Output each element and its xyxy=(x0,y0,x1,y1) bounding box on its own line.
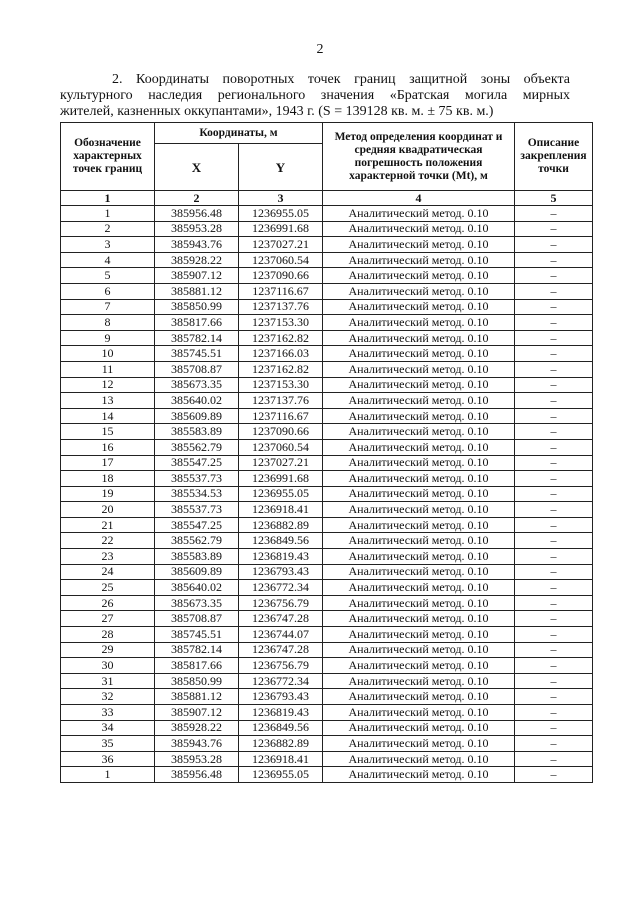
table-row xyxy=(61,533,593,549)
description-cell: – xyxy=(515,471,593,487)
point-number-cell: 23 xyxy=(61,549,155,565)
y-coordinate-cell: 1236793.43 xyxy=(239,689,323,705)
point-number-cell: 5 xyxy=(61,268,155,284)
point-number-cell: 17 xyxy=(61,455,155,471)
y-coordinate-cell: 1237162.82 xyxy=(239,361,323,377)
point-number-cell: 25 xyxy=(61,580,155,596)
header-coordinates: Координаты, м xyxy=(155,123,323,144)
point-number-cell: 26 xyxy=(61,595,155,611)
y-coordinate-cell: 1237027.21 xyxy=(239,237,323,253)
description-cell: – xyxy=(515,517,593,533)
x-coordinate-cell: 385850.99 xyxy=(155,673,239,689)
table-row xyxy=(61,564,593,580)
table-row xyxy=(61,736,593,752)
y-coordinate-cell: 1236793.43 xyxy=(239,564,323,580)
point-number-cell: 6 xyxy=(61,283,155,299)
page-number: 2 xyxy=(316,42,324,57)
y-coordinate-cell: 1236772.34 xyxy=(239,673,323,689)
y-coordinate-cell: 1236849.56 xyxy=(239,533,323,549)
x-coordinate-cell: 385609.89 xyxy=(155,408,239,424)
description-cell: – xyxy=(515,330,593,346)
x-coordinate-cell: 385907.12 xyxy=(155,268,239,284)
y-coordinate-cell: 1237090.66 xyxy=(239,268,323,284)
x-coordinate-cell: 385907.12 xyxy=(155,705,239,721)
table-row xyxy=(61,221,593,237)
y-coordinate-cell: 1236756.79 xyxy=(239,595,323,611)
y-coordinate-cell: 1236918.41 xyxy=(239,751,323,767)
method-cell: Аналитический метод. 0.10 xyxy=(323,268,515,284)
method-cell: Аналитический метод. 0.10 xyxy=(323,393,515,409)
method-cell: Аналитический метод. 0.10 xyxy=(323,252,515,268)
heading-line-3: жителей, казненных оккупантами», 1943 г. (S = 139128 кв. м. ± 75 кв. м.) xyxy=(60,104,494,119)
coordinates-table xyxy=(60,122,593,783)
x-coordinate-cell: 385956.48 xyxy=(155,206,239,222)
description-cell: – xyxy=(515,751,593,767)
x-coordinate-cell: 385817.66 xyxy=(155,315,239,331)
table-row xyxy=(61,720,593,736)
description-cell: – xyxy=(515,705,593,721)
y-coordinate-cell: 1237090.66 xyxy=(239,424,323,440)
method-cell: Аналитический метод. 0.10 xyxy=(323,455,515,471)
x-coordinate-cell: 385708.87 xyxy=(155,361,239,377)
header-method: Метод определения координат и средняя квадратическая погрешность положения характерной точки (Mt), м xyxy=(323,123,515,191)
heading-line-2: культурного наследия регионального значения «Братская могила мирных xyxy=(60,88,570,103)
x-coordinate-cell: 385640.02 xyxy=(155,393,239,409)
column-number: 3 xyxy=(239,191,323,206)
y-coordinate-cell: 1236819.43 xyxy=(239,549,323,565)
column-number: 1 xyxy=(61,191,155,206)
x-coordinate-cell: 385673.35 xyxy=(155,595,239,611)
y-coordinate-cell: 1237153.30 xyxy=(239,377,323,393)
method-cell: Аналитический метод. 0.10 xyxy=(323,471,515,487)
method-cell: Аналитический метод. 0.10 xyxy=(323,549,515,565)
x-coordinate-cell: 385562.79 xyxy=(155,533,239,549)
x-coordinate-cell: 385534.53 xyxy=(155,486,239,502)
point-number-cell: 16 xyxy=(61,439,155,455)
point-number-cell: 34 xyxy=(61,720,155,736)
x-coordinate-cell: 385673.35 xyxy=(155,377,239,393)
point-number-cell: 33 xyxy=(61,705,155,721)
table-row xyxy=(61,471,593,487)
y-coordinate-cell: 1236955.05 xyxy=(239,486,323,502)
table-row xyxy=(61,767,593,783)
x-coordinate-cell: 385708.87 xyxy=(155,611,239,627)
table-row xyxy=(61,673,593,689)
description-cell: – xyxy=(515,486,593,502)
method-cell: Аналитический метод. 0.10 xyxy=(323,486,515,502)
description-cell: – xyxy=(515,673,593,689)
description-cell: – xyxy=(515,315,593,331)
method-cell: Аналитический метод. 0.10 xyxy=(323,611,515,627)
method-cell: Аналитический метод. 0.10 xyxy=(323,346,515,362)
x-coordinate-cell: 385953.28 xyxy=(155,751,239,767)
point-number-cell: 36 xyxy=(61,751,155,767)
header-description: Описание закрепления точки xyxy=(515,123,593,191)
y-coordinate-cell: 1237166.03 xyxy=(239,346,323,362)
y-coordinate-cell: 1237060.54 xyxy=(239,252,323,268)
table-row xyxy=(61,237,593,253)
y-coordinate-cell: 1236955.05 xyxy=(239,206,323,222)
method-cell: Аналитический метод. 0.10 xyxy=(323,595,515,611)
point-number-cell: 11 xyxy=(61,361,155,377)
table-row xyxy=(61,642,593,658)
x-coordinate-cell: 385583.89 xyxy=(155,549,239,565)
y-coordinate-cell: 1237060.54 xyxy=(239,439,323,455)
table-row xyxy=(61,595,593,611)
table-row xyxy=(61,517,593,533)
y-coordinate-cell: 1237116.67 xyxy=(239,283,323,299)
description-cell: – xyxy=(515,611,593,627)
description-cell: – xyxy=(515,720,593,736)
column-number: 5 xyxy=(515,191,593,206)
point-number-cell: 18 xyxy=(61,471,155,487)
method-cell: Аналитический метод. 0.10 xyxy=(323,502,515,518)
method-cell: Аналитический метод. 0.10 xyxy=(323,206,515,222)
table-row xyxy=(61,283,593,299)
point-number-cell: 10 xyxy=(61,346,155,362)
point-number-cell: 12 xyxy=(61,377,155,393)
description-cell: – xyxy=(515,595,593,611)
table-row xyxy=(61,486,593,502)
y-coordinate-cell: 1237116.67 xyxy=(239,408,323,424)
header-x: X xyxy=(155,144,239,191)
table-row xyxy=(61,299,593,315)
method-cell: Аналитический метод. 0.10 xyxy=(323,720,515,736)
x-coordinate-cell: 385956.48 xyxy=(155,767,239,783)
description-cell: – xyxy=(515,206,593,222)
y-coordinate-cell: 1236747.28 xyxy=(239,642,323,658)
x-coordinate-cell: 385928.22 xyxy=(155,720,239,736)
y-coordinate-cell: 1236747.28 xyxy=(239,611,323,627)
point-number-cell: 13 xyxy=(61,393,155,409)
x-coordinate-cell: 385583.89 xyxy=(155,424,239,440)
y-coordinate-cell: 1237027.21 xyxy=(239,455,323,471)
point-number-cell: 28 xyxy=(61,627,155,643)
table-row xyxy=(61,611,593,627)
method-cell: Аналитический метод. 0.10 xyxy=(323,299,515,315)
point-number-cell: 22 xyxy=(61,533,155,549)
x-coordinate-cell: 385850.99 xyxy=(155,299,239,315)
heading-line-1: 2. Координаты поворотных точек границ защитной зоны объекта xyxy=(112,72,570,87)
y-coordinate-cell: 1236955.05 xyxy=(239,767,323,783)
x-coordinate-cell: 385817.66 xyxy=(155,658,239,674)
y-coordinate-cell: 1236756.79 xyxy=(239,658,323,674)
x-coordinate-cell: 385782.14 xyxy=(155,642,239,658)
point-number-cell: 1 xyxy=(61,767,155,783)
table-row xyxy=(61,377,593,393)
description-cell: – xyxy=(515,736,593,752)
description-cell: – xyxy=(515,439,593,455)
x-coordinate-cell: 385943.76 xyxy=(155,736,239,752)
description-cell: – xyxy=(515,502,593,518)
description-cell: – xyxy=(515,642,593,658)
description-cell: – xyxy=(515,564,593,580)
section-heading xyxy=(60,72,570,120)
method-cell: Аналитический метод. 0.10 xyxy=(323,315,515,331)
description-cell: – xyxy=(515,455,593,471)
y-coordinate-cell: 1236849.56 xyxy=(239,720,323,736)
table-row xyxy=(61,346,593,362)
table-row xyxy=(61,330,593,346)
table-row xyxy=(61,315,593,331)
x-coordinate-cell: 385609.89 xyxy=(155,564,239,580)
y-coordinate-cell: 1236819.43 xyxy=(239,705,323,721)
point-number-cell: 31 xyxy=(61,673,155,689)
method-cell: Аналитический метод. 0.10 xyxy=(323,705,515,721)
table-row xyxy=(61,751,593,767)
point-number-cell: 20 xyxy=(61,502,155,518)
description-cell: – xyxy=(515,361,593,377)
description-cell: – xyxy=(515,299,593,315)
method-cell: Аналитический метод. 0.10 xyxy=(323,517,515,533)
x-coordinate-cell: 385547.25 xyxy=(155,517,239,533)
table-body xyxy=(61,206,593,783)
y-coordinate-cell: 1237153.30 xyxy=(239,315,323,331)
description-cell: – xyxy=(515,549,593,565)
table-row xyxy=(61,252,593,268)
method-cell: Аналитический метод. 0.10 xyxy=(323,424,515,440)
x-coordinate-cell: 385562.79 xyxy=(155,439,239,455)
table-row xyxy=(61,206,593,222)
table-row xyxy=(61,502,593,518)
point-number-cell: 2 xyxy=(61,221,155,237)
x-coordinate-cell: 385943.76 xyxy=(155,237,239,253)
x-coordinate-cell: 385537.73 xyxy=(155,502,239,518)
description-cell: – xyxy=(515,221,593,237)
description-cell: – xyxy=(515,393,593,409)
y-coordinate-cell: 1236882.89 xyxy=(239,736,323,752)
method-cell: Аналитический метод. 0.10 xyxy=(323,580,515,596)
point-number-cell: 32 xyxy=(61,689,155,705)
y-coordinate-cell: 1236772.34 xyxy=(239,580,323,596)
method-cell: Аналитический метод. 0.10 xyxy=(323,767,515,783)
point-number-cell: 8 xyxy=(61,315,155,331)
table-row xyxy=(61,580,593,596)
x-coordinate-cell: 385782.14 xyxy=(155,330,239,346)
x-coordinate-cell: 385547.25 xyxy=(155,455,239,471)
table-row xyxy=(61,549,593,565)
point-number-cell: 19 xyxy=(61,486,155,502)
point-number-cell: 9 xyxy=(61,330,155,346)
point-number-cell: 29 xyxy=(61,642,155,658)
method-cell: Аналитический метод. 0.10 xyxy=(323,627,515,643)
method-cell: Аналитический метод. 0.10 xyxy=(323,361,515,377)
table-row xyxy=(61,268,593,284)
point-number-cell: 15 xyxy=(61,424,155,440)
description-cell: – xyxy=(515,377,593,393)
x-coordinate-cell: 385640.02 xyxy=(155,580,239,596)
table-row xyxy=(61,439,593,455)
description-cell: – xyxy=(515,283,593,299)
y-coordinate-cell: 1236918.41 xyxy=(239,502,323,518)
method-cell: Аналитический метод. 0.10 xyxy=(323,439,515,455)
method-cell: Аналитический метод. 0.10 xyxy=(323,408,515,424)
x-coordinate-cell: 385745.51 xyxy=(155,627,239,643)
description-cell: – xyxy=(515,346,593,362)
point-number-cell: 14 xyxy=(61,408,155,424)
x-coordinate-cell: 385745.51 xyxy=(155,346,239,362)
table-row xyxy=(61,705,593,721)
description-cell: – xyxy=(515,580,593,596)
x-coordinate-cell: 385881.12 xyxy=(155,689,239,705)
y-coordinate-cell: 1236991.68 xyxy=(239,471,323,487)
y-coordinate-cell: 1236991.68 xyxy=(239,221,323,237)
column-number: 2 xyxy=(155,191,239,206)
description-cell: – xyxy=(515,252,593,268)
y-coordinate-cell: 1236744.07 xyxy=(239,627,323,643)
table-row xyxy=(61,361,593,377)
method-cell: Аналитический метод. 0.10 xyxy=(323,533,515,549)
method-cell: Аналитический метод. 0.10 xyxy=(323,658,515,674)
method-cell: Аналитический метод. 0.10 xyxy=(323,736,515,752)
method-cell: Аналитический метод. 0.10 xyxy=(323,283,515,299)
method-cell: Аналитический метод. 0.10 xyxy=(323,221,515,237)
description-cell: – xyxy=(515,237,593,253)
table-row xyxy=(61,424,593,440)
header-y: Y xyxy=(239,144,323,191)
y-coordinate-cell: 1237137.76 xyxy=(239,393,323,409)
method-cell: Аналитический метод. 0.10 xyxy=(323,237,515,253)
table-row xyxy=(61,627,593,643)
description-cell: – xyxy=(515,533,593,549)
method-cell: Аналитический метод. 0.10 xyxy=(323,751,515,767)
method-cell: Аналитический метод. 0.10 xyxy=(323,564,515,580)
table-row xyxy=(61,455,593,471)
table-row xyxy=(61,408,593,424)
table-row xyxy=(61,393,593,409)
description-cell: – xyxy=(515,689,593,705)
point-number-cell: 24 xyxy=(61,564,155,580)
y-coordinate-cell: 1236882.89 xyxy=(239,517,323,533)
method-cell: Аналитический метод. 0.10 xyxy=(323,642,515,658)
method-cell: Аналитический метод. 0.10 xyxy=(323,689,515,705)
method-cell: Аналитический метод. 0.10 xyxy=(323,330,515,346)
description-cell: – xyxy=(515,408,593,424)
description-cell: – xyxy=(515,627,593,643)
x-coordinate-cell: 385537.73 xyxy=(155,471,239,487)
point-number-cell: 21 xyxy=(61,517,155,533)
table-row xyxy=(61,689,593,705)
description-cell: – xyxy=(515,658,593,674)
point-number-cell: 27 xyxy=(61,611,155,627)
y-coordinate-cell: 1237162.82 xyxy=(239,330,323,346)
point-number-cell: 1 xyxy=(61,206,155,222)
method-cell: Аналитический метод. 0.10 xyxy=(323,377,515,393)
point-number-cell: 4 xyxy=(61,252,155,268)
point-number-cell: 7 xyxy=(61,299,155,315)
x-coordinate-cell: 385953.28 xyxy=(155,221,239,237)
point-number-cell: 3 xyxy=(61,237,155,253)
description-cell: – xyxy=(515,767,593,783)
point-number-cell: 30 xyxy=(61,658,155,674)
description-cell: – xyxy=(515,268,593,284)
point-number-cell: 35 xyxy=(61,736,155,752)
column-number: 4 xyxy=(323,191,515,206)
table-row xyxy=(61,658,593,674)
y-coordinate-cell: 1237137.76 xyxy=(239,299,323,315)
x-coordinate-cell: 385881.12 xyxy=(155,283,239,299)
method-cell: Аналитический метод. 0.10 xyxy=(323,673,515,689)
description-cell: – xyxy=(515,424,593,440)
header-designation: Обозначение характерных точек границ xyxy=(61,123,155,191)
x-coordinate-cell: 385928.22 xyxy=(155,252,239,268)
